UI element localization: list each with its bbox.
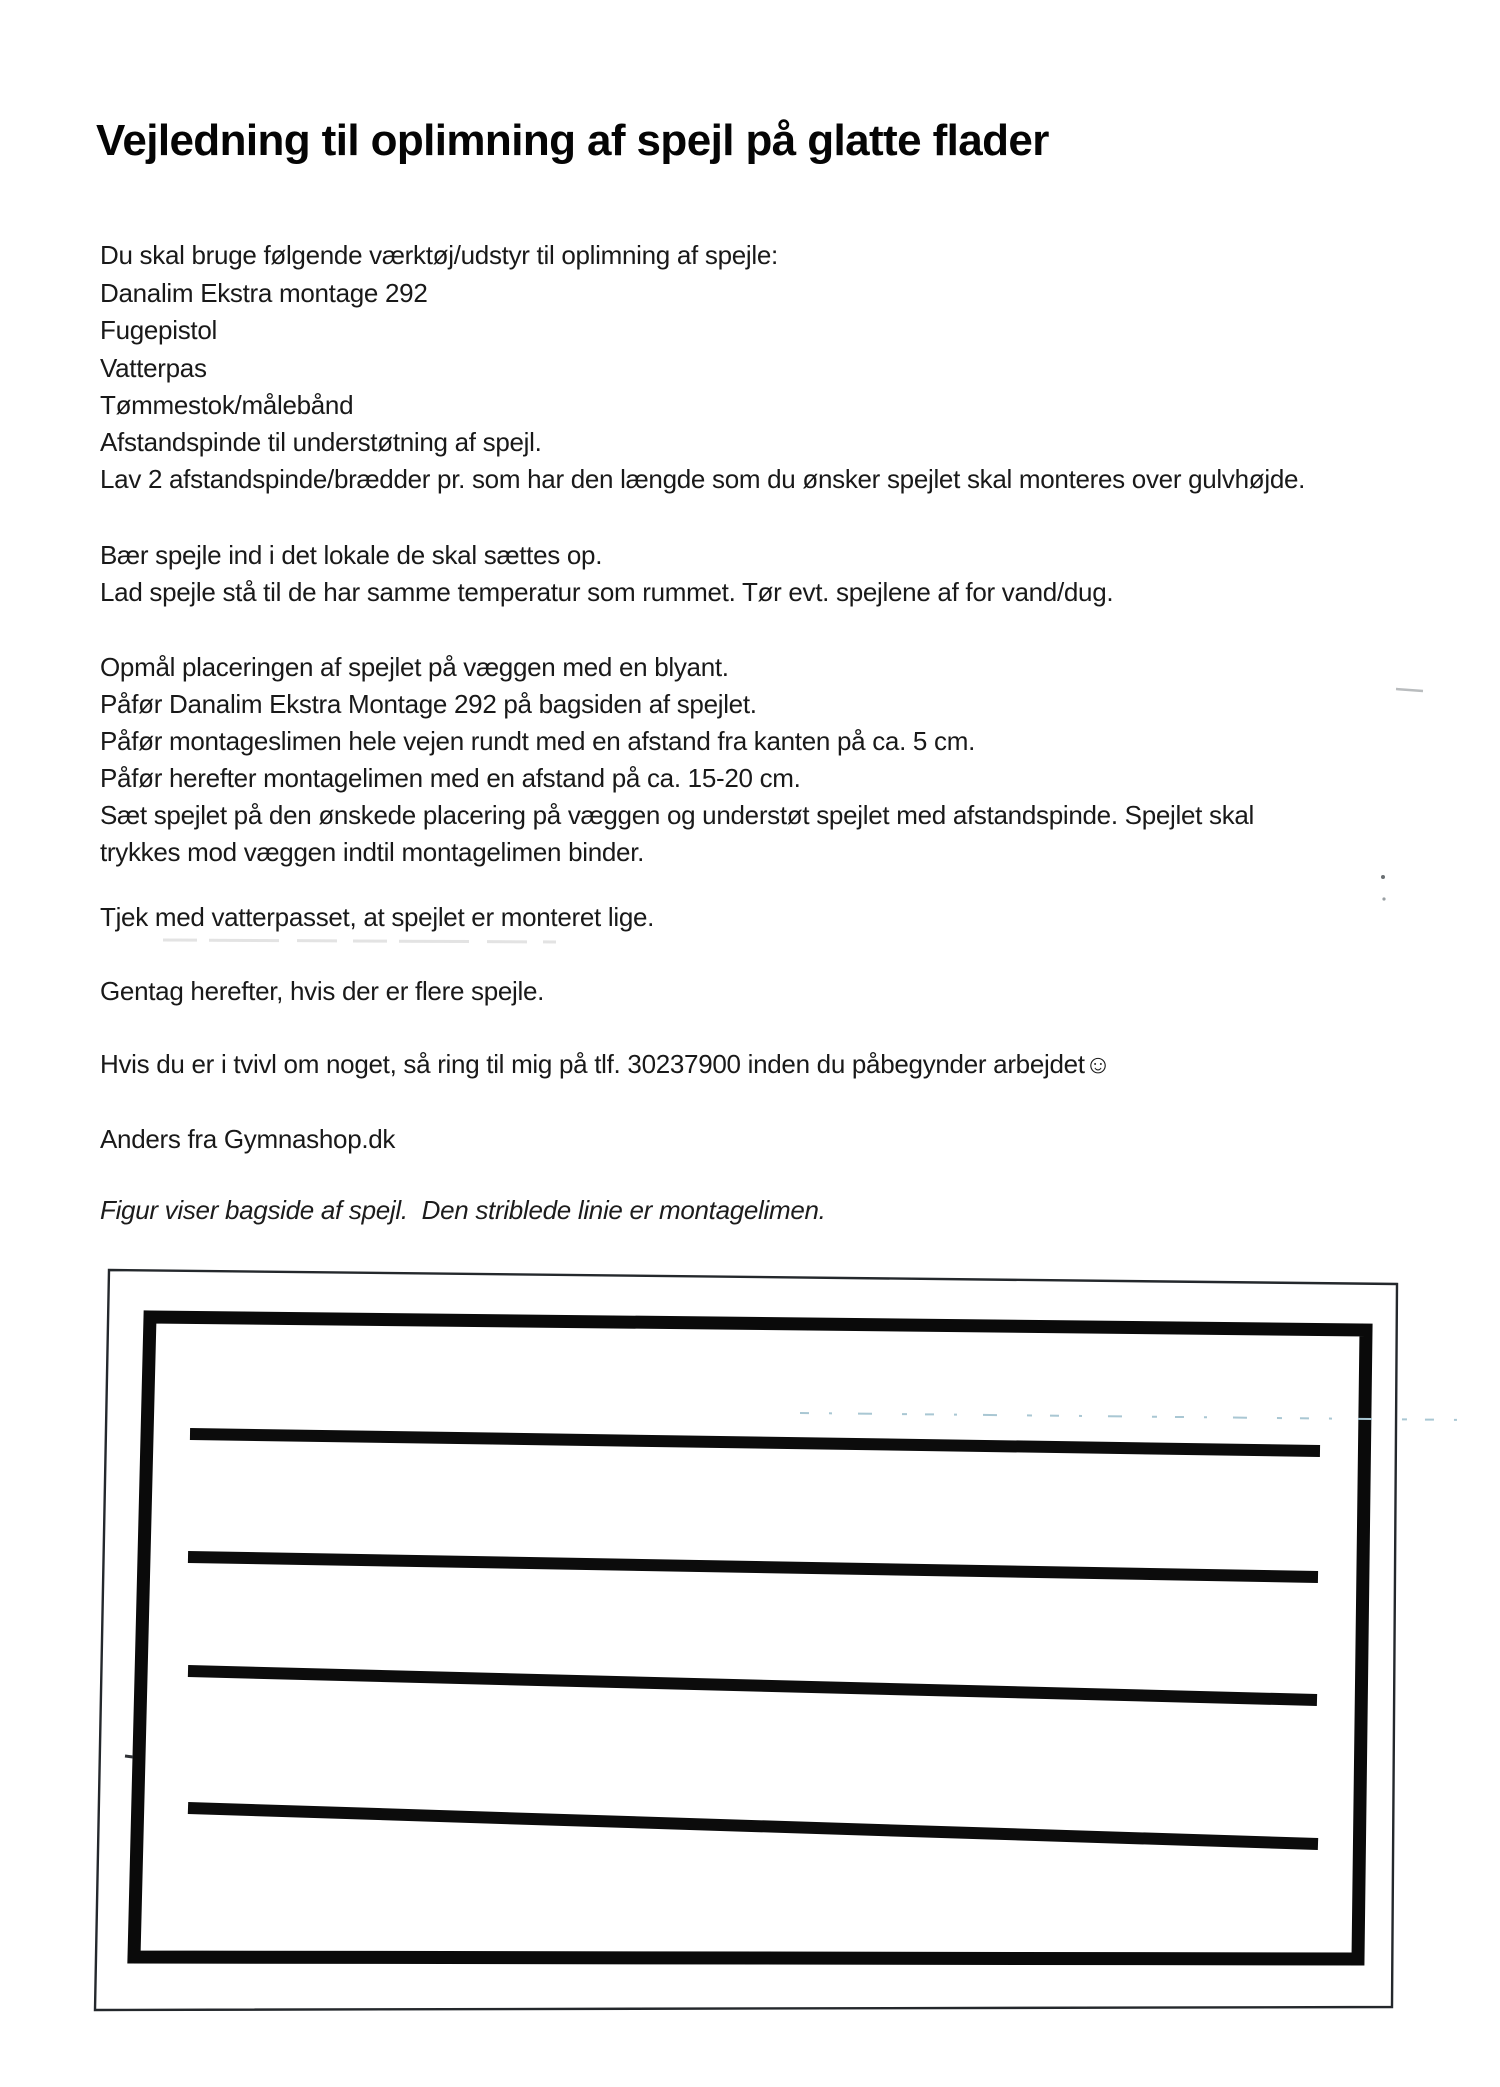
scan-ghost-line	[163, 940, 556, 942]
scan-speck	[1381, 875, 1385, 879]
document-title: Vejledning til oplimning af spejl på glatte flader	[96, 116, 1049, 165]
scan-tick	[125, 1756, 133, 1757]
glue-line-2	[188, 1557, 1318, 1577]
scan-artifact-dash	[1396, 689, 1423, 691]
text-line: Fugepistol	[100, 315, 217, 345]
glue-line-1	[190, 1434, 1320, 1451]
glue-line-3	[188, 1671, 1317, 1700]
text-line: Sæt spejlet på den ønskede placering på væggen og understøt spejlet med afstandspinde. Spejlet skal	[100, 800, 1255, 830]
signature-line: Anders fra Gymnashop.dk	[100, 1124, 396, 1154]
text-line: Gentag herefter, hvis der er flere spejle.	[100, 976, 545, 1006]
text-line: Påfør herefter montagelimen med en afstand på ca. 15-20 cm.	[100, 763, 801, 793]
text-line: trykkes mod væggen indtil montagelimen binder.	[100, 837, 645, 867]
text-line: Du skal bruge følgende værktøj/udstyr til oplimning af spejle:	[100, 240, 778, 270]
figure-outer-border	[95, 1270, 1397, 2010]
text-line: Tjek med vatterpasset, at spejlet er monteret lige.	[100, 902, 655, 932]
text-line: Opmål placeringen af spejlet på væggen med en blyant.	[100, 652, 729, 682]
text-line: Danalim Ekstra montage 292	[100, 278, 428, 308]
text-line: Lad spejle stå til de har samme temperatur som rummet. Tør evt. spejlene af for vand/dug.	[100, 577, 1114, 607]
text-line: Påfør montageslimen hele vejen rundt med en afstand fra kanten på ca. 5 cm.	[100, 726, 975, 756]
text-line: Afstandspinde til understøtning af spejl.	[100, 427, 542, 457]
mirror-back-outline	[134, 1317, 1366, 1959]
text-line: Vatterpas	[100, 353, 207, 383]
text-line: Hvis du er i tvivl om noget, så ring til mig på tlf. 30237900 inden du påbegynder arbejdet☺	[100, 1049, 1111, 1079]
scan-speck	[1382, 897, 1385, 900]
text-line: Bær spejle ind i det lokale de skal sættes op.	[100, 540, 603, 570]
text-line: Påfør Danalim Ekstra Montage 292 på bagsiden af spejlet.	[100, 689, 757, 719]
text-line: Lav 2 afstandspinde/brædder pr. som har den længde som du ønsker spejlet skal monteres over gulvhøjde.	[100, 464, 1306, 494]
figure-caption: Figur viser bagside af spejl. Den striblede linie er montagelimen.	[100, 1195, 826, 1225]
glue-line-4	[188, 1808, 1318, 1844]
scan-artifact-dashed-line	[800, 1413, 1466, 1420]
text-line: Tømmestok/målebånd	[100, 390, 354, 420]
